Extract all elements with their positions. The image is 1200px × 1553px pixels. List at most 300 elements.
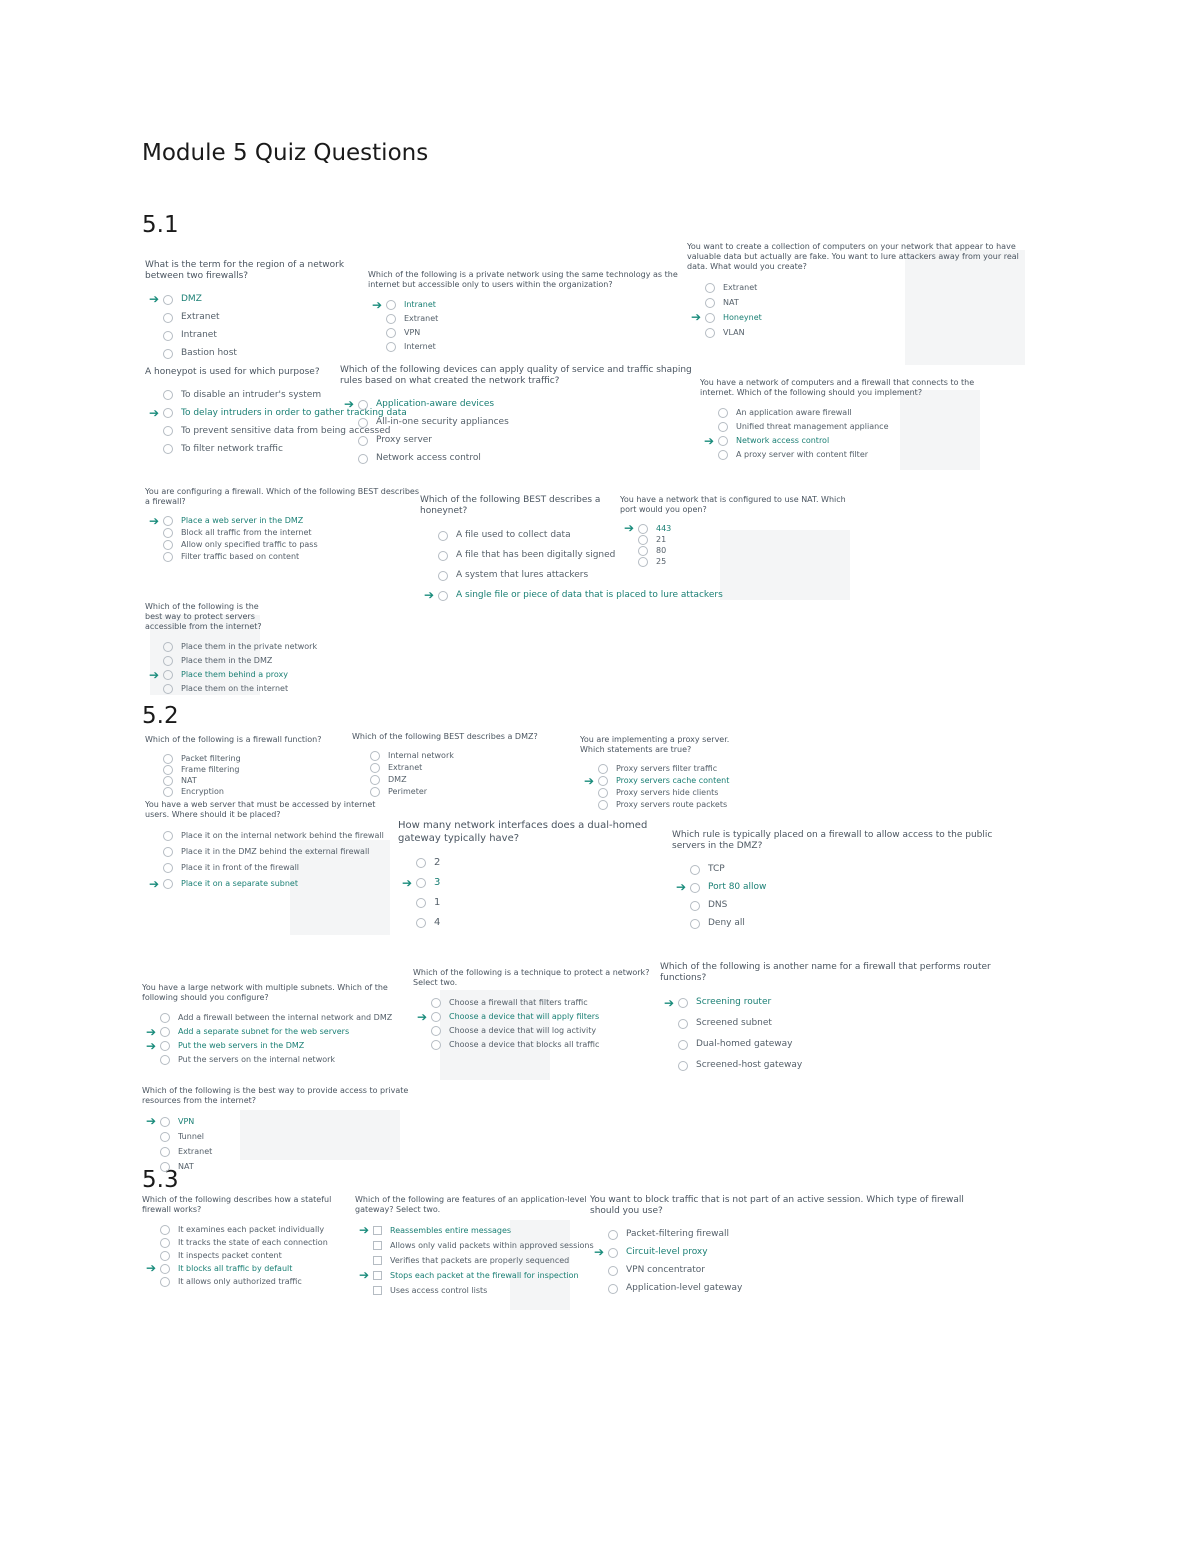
answer-option[interactable] — [145, 440, 335, 458]
answer-option[interactable] — [413, 996, 658, 1010]
answer-option[interactable] — [413, 1010, 658, 1024]
option-label: Tunnel — [178, 1131, 205, 1141]
radio-icon[interactable] — [386, 300, 396, 310]
answer-option[interactable] — [142, 1159, 422, 1174]
radio-icon[interactable] — [386, 314, 396, 324]
answer-option[interactable] — [145, 828, 395, 844]
option-label: Place a web server in the DMZ — [181, 516, 304, 525]
question-text: You are implementing a proxy server. Which statements are true? — [580, 735, 730, 754]
answer-option[interactable] — [687, 325, 1022, 340]
answer-option[interactable] — [142, 1011, 412, 1025]
option-label: Intranet — [404, 300, 436, 309]
answer-option[interactable] — [142, 1275, 352, 1288]
correct-arrow-icon: ➔ — [663, 995, 674, 1010]
radio-icon[interactable] — [163, 787, 173, 797]
radio-icon[interactable] — [370, 751, 380, 761]
radio-icon[interactable] — [163, 552, 173, 562]
option-label: Extranet — [178, 1146, 213, 1156]
answer-option[interactable] — [700, 420, 980, 434]
answer-option[interactable] — [620, 556, 850, 567]
option-label: It inspects packet content — [178, 1250, 282, 1260]
question-text: Which of the following BEST describes a DMZ? — [352, 732, 538, 741]
quiz-question-q15 — [398, 820, 668, 933]
answer-option[interactable] — [420, 586, 723, 606]
option-label: A file that has been digitally signed — [456, 549, 616, 560]
answer-option[interactable] — [340, 432, 700, 450]
answer-option[interactable] — [145, 876, 395, 892]
answer-option[interactable] — [590, 1244, 970, 1262]
answer-option[interactable] — [145, 640, 318, 654]
radio-icon[interactable] — [678, 1040, 688, 1050]
answer-option[interactable] — [413, 1038, 658, 1052]
question-text: Which of the following is another name for a firewall that performs router functions? — [660, 962, 991, 984]
option-label: Place them on the internet — [181, 684, 289, 693]
option-label: Extranet — [723, 282, 758, 292]
quiz-question-q18 — [413, 968, 658, 1052]
radio-icon[interactable] — [705, 298, 715, 308]
option-label: 1 — [434, 896, 441, 908]
answer-option[interactable] — [352, 762, 582, 774]
quiz-question-q1 — [145, 260, 365, 363]
answer-option[interactable] — [145, 667, 289, 682]
option-label: Packet-filtering firewall — [626, 1228, 729, 1239]
question-text: Which of the following is a firewall function? — [145, 735, 322, 744]
option-label: Choose a device that blocks all traffic — [449, 1040, 600, 1049]
radio-icon[interactable] — [358, 436, 368, 446]
radio-icon[interactable] — [160, 1117, 170, 1127]
radio-icon[interactable] — [163, 776, 173, 786]
radio-icon[interactable] — [160, 1147, 170, 1157]
radio-icon[interactable] — [608, 1248, 618, 1258]
correct-arrow-icon: ➔ — [401, 875, 412, 890]
answer-option[interactable] — [145, 527, 425, 539]
option-label: 80 — [656, 545, 667, 555]
option-label: It allows only authorized traffic — [178, 1276, 302, 1286]
correct-arrow-icon: ➔ — [148, 667, 159, 682]
question-text: You want to create a collection of computers on your network that appear to have valuable data but actually are fake. You want to lure attackers away from your real data. What would you create? — [687, 242, 1019, 271]
radio-icon[interactable] — [438, 551, 448, 561]
option-label: Stops each packet at the firewall for inspection — [390, 1270, 579, 1280]
correct-arrow-icon: ➔ — [416, 1009, 427, 1024]
answer-option[interactable] — [355, 1238, 595, 1253]
checkbox-icon[interactable] — [373, 1256, 382, 1265]
correct-arrow-icon: ➔ — [371, 297, 382, 312]
answer-option[interactable] — [145, 386, 335, 404]
radio-icon[interactable] — [358, 418, 368, 428]
answer-option[interactable] — [145, 327, 365, 345]
radio-icon[interactable] — [638, 557, 648, 567]
document-title: Module 5 Quiz Questions — [142, 140, 429, 166]
option-label: An application aware firewall — [736, 408, 852, 417]
radio-icon[interactable] — [358, 454, 368, 464]
radio-icon[interactable] — [163, 847, 173, 857]
radio-icon[interactable] — [160, 1277, 170, 1287]
answer-option[interactable] — [145, 539, 425, 551]
radio-icon[interactable] — [598, 788, 608, 798]
answer-option[interactable] — [142, 1144, 422, 1159]
answer-option[interactable] — [580, 763, 730, 775]
answer-option[interactable] — [620, 545, 850, 556]
answer-option[interactable] — [142, 1236, 352, 1249]
answer-option[interactable] — [145, 682, 289, 696]
option-label: Put the web servers in the DMZ — [178, 1041, 305, 1050]
quiz-question-q12 — [352, 732, 582, 798]
radio-icon[interactable] — [160, 1264, 170, 1274]
radio-icon[interactable] — [438, 531, 448, 541]
quiz-question-q13 — [580, 735, 730, 811]
correct-arrow-icon: ➔ — [148, 876, 159, 891]
option-label: Proxy servers filter traffic — [616, 764, 718, 773]
checkbox-icon[interactable] — [373, 1241, 382, 1250]
answer-option[interactable] — [368, 326, 678, 340]
radio-icon[interactable] — [163, 313, 173, 323]
radio-icon[interactable] — [718, 450, 728, 460]
radio-icon[interactable] — [690, 919, 700, 929]
correct-arrow-icon: ➔ — [343, 397, 354, 411]
answer-option[interactable] — [145, 515, 425, 527]
answer-option[interactable] — [398, 853, 668, 873]
answer-option[interactable] — [580, 799, 730, 811]
answer-option[interactable] — [355, 1268, 595, 1283]
radio-icon[interactable] — [163, 331, 173, 341]
question-text: A honeypot is used for which purpose? — [145, 367, 320, 377]
option-label: It blocks all traffic by default — [178, 1263, 293, 1273]
radio-icon[interactable] — [638, 524, 648, 534]
answer-option[interactable] — [398, 873, 668, 893]
answer-option[interactable] — [687, 295, 1022, 310]
answer-option[interactable] — [145, 422, 391, 440]
answer-option[interactable] — [142, 1249, 352, 1262]
answer-option[interactable] — [340, 450, 700, 468]
answer-option[interactable] — [413, 1024, 658, 1038]
radio-icon[interactable] — [690, 883, 700, 893]
radio-icon[interactable] — [718, 436, 728, 446]
answer-option[interactable] — [700, 406, 980, 420]
radio-icon[interactable] — [370, 775, 380, 785]
answer-option[interactable] — [355, 1253, 595, 1268]
radio-icon[interactable] — [386, 328, 396, 338]
answer-option[interactable] — [355, 1223, 595, 1238]
radio-icon[interactable] — [358, 400, 368, 410]
section-heading-5-1: 5.1 — [142, 212, 179, 238]
answer-option[interactable] — [145, 309, 365, 327]
answer-option[interactable] — [420, 526, 620, 546]
question-text: Which of the following is a technique to protect a network? Select two. — [413, 968, 650, 987]
answer-option[interactable] — [340, 396, 700, 414]
radio-icon[interactable] — [690, 901, 700, 911]
answer-option[interactable] — [620, 534, 850, 545]
option-label: VPN — [404, 328, 421, 337]
answer-option[interactable] — [620, 523, 850, 534]
answer-option[interactable] — [352, 774, 582, 786]
answer-option[interactable] — [145, 860, 395, 876]
radio-icon[interactable] — [370, 787, 380, 797]
radio-icon[interactable] — [416, 858, 426, 868]
correct-arrow-icon: ➔ — [145, 1261, 156, 1275]
answer-option[interactable] — [145, 291, 365, 309]
radio-icon[interactable] — [160, 1238, 170, 1248]
radio-icon[interactable] — [431, 1012, 441, 1022]
option-label: Uses access control lists — [390, 1285, 488, 1295]
option-label: Frame filtering — [181, 764, 240, 774]
radio-icon[interactable] — [160, 1251, 170, 1261]
answer-option[interactable] — [142, 1025, 412, 1039]
option-label: Port 80 allow — [708, 881, 767, 892]
option-label: A proxy server with content filter — [736, 450, 869, 459]
radio-icon[interactable] — [705, 328, 715, 338]
radio-icon[interactable] — [163, 516, 173, 526]
radio-icon[interactable] — [160, 1013, 170, 1023]
answer-option[interactable] — [368, 298, 678, 312]
correct-arrow-icon: ➔ — [145, 1038, 156, 1053]
quiz-question-q9 — [620, 495, 850, 567]
option-label: Application-level gateway — [626, 1282, 743, 1293]
option-label: Intranet — [181, 329, 217, 340]
option-label: Proxy servers cache content — [616, 776, 730, 785]
answer-option[interactable] — [420, 566, 620, 586]
radio-icon[interactable] — [678, 998, 688, 1008]
radio-icon[interactable] — [718, 422, 728, 432]
option-label: A file used to collect data — [456, 529, 571, 540]
option-label: Internal network — [388, 751, 454, 760]
radio-icon[interactable] — [163, 528, 173, 538]
option-label: VPN — [178, 1116, 195, 1126]
answer-option[interactable] — [660, 1014, 1000, 1035]
answer-option[interactable] — [590, 1226, 970, 1244]
answer-option[interactable] — [145, 764, 345, 775]
option-label: Extranet — [388, 763, 423, 772]
correct-arrow-icon: ➔ — [145, 1114, 156, 1128]
option-label: Place it in front of the firewall — [181, 863, 300, 872]
radio-icon[interactable] — [163, 879, 173, 889]
answer-option[interactable] — [145, 753, 345, 764]
answer-option[interactable] — [145, 786, 345, 797]
question-text: Which of the following is the best way to provide access to private resources from the internet? — [142, 1086, 409, 1105]
option-label: A single file or piece of data that is placed to lure attackers — [456, 589, 723, 600]
option-label: Add a firewall between the internal network and DMZ — [178, 1013, 393, 1022]
answer-option[interactable] — [142, 1129, 422, 1144]
answer-option[interactable] — [145, 844, 395, 860]
answer-option[interactable] — [687, 280, 1022, 295]
radio-icon[interactable] — [163, 426, 173, 436]
answer-option[interactable] — [355, 1283, 595, 1298]
radio-icon[interactable] — [160, 1027, 170, 1037]
radio-icon[interactable] — [163, 863, 173, 873]
answer-option[interactable] — [672, 861, 1002, 879]
quiz-question-q22 — [355, 1195, 595, 1298]
option-label: Place it on a separate subnet — [181, 879, 298, 888]
correct-arrow-icon: ➔ — [358, 1223, 369, 1237]
radio-icon[interactable] — [638, 546, 648, 556]
option-label: 4 — [434, 916, 441, 928]
radio-icon[interactable] — [678, 1019, 688, 1029]
radio-icon[interactable] — [431, 998, 441, 1008]
quiz-question-q5 — [340, 365, 700, 468]
option-label: Screened subnet — [696, 1018, 772, 1029]
radio-icon[interactable] — [160, 1041, 170, 1051]
radio-icon[interactable] — [163, 656, 173, 666]
option-label: Application-aware devices — [376, 398, 495, 409]
radio-icon[interactable] — [678, 1061, 688, 1071]
question-text: You have a web server that must be accessed by internet users. Where should it be placed? — [145, 800, 376, 819]
option-label: Place it on the internal network behind the firewall — [181, 831, 384, 840]
radio-icon[interactable] — [438, 591, 448, 601]
option-label: Block all traffic from the internet — [181, 528, 312, 537]
answer-option[interactable] — [352, 786, 582, 798]
radio-icon[interactable] — [163, 444, 173, 454]
radio-icon[interactable] — [598, 764, 608, 774]
radio-icon[interactable] — [386, 342, 396, 352]
option-label: Bastion host — [181, 347, 237, 358]
radio-icon[interactable] — [163, 642, 173, 652]
checkbox-icon[interactable] — [373, 1286, 382, 1295]
answer-option[interactable] — [340, 414, 700, 432]
option-label: A system that lures attackers — [456, 569, 589, 580]
radio-icon[interactable] — [163, 831, 173, 841]
answer-option[interactable] — [145, 404, 407, 422]
option-label: Circuit-level proxy — [626, 1246, 708, 1257]
option-label: Place it in the DMZ behind the external firewall — [181, 847, 370, 856]
answer-option[interactable] — [660, 1056, 1000, 1077]
checkbox-icon[interactable] — [373, 1226, 382, 1235]
option-label: Perimeter — [388, 787, 428, 796]
radio-icon[interactable] — [163, 408, 173, 418]
radio-icon[interactable] — [608, 1230, 618, 1240]
answer-option[interactable] — [368, 312, 678, 326]
radio-icon[interactable] — [416, 918, 426, 928]
answer-option[interactable] — [398, 913, 668, 933]
answer-option[interactable] — [142, 1223, 352, 1236]
option-label: Internet — [404, 342, 436, 351]
answer-option[interactable] — [142, 1039, 412, 1053]
correct-arrow-icon: ➔ — [675, 880, 686, 894]
question-text: Which of the following is a private network using the same technology as the internet but accessible only to users within the organization? — [368, 270, 678, 289]
radio-icon[interactable] — [163, 295, 173, 305]
radio-icon[interactable] — [431, 1026, 441, 1036]
question-text: Which of the following BEST describes a honeynet? — [420, 495, 601, 517]
option-label: 21 — [656, 534, 667, 544]
answer-option[interactable] — [352, 750, 582, 762]
radio-icon[interactable] — [608, 1284, 618, 1294]
correct-arrow-icon: ➔ — [623, 521, 634, 535]
radio-icon[interactable] — [160, 1225, 170, 1235]
option-label: 3 — [434, 876, 441, 888]
answer-option[interactable] — [672, 915, 1002, 933]
radio-icon[interactable] — [598, 800, 608, 810]
radio-icon[interactable] — [163, 684, 173, 694]
radio-icon[interactable] — [160, 1162, 170, 1172]
correct-arrow-icon: ➔ — [583, 773, 594, 788]
quiz-question-q19 — [660, 962, 1000, 1077]
answer-option[interactable] — [580, 787, 730, 799]
answer-option[interactable] — [145, 345, 365, 363]
answer-option[interactable] — [672, 879, 1002, 897]
answer-option[interactable] — [700, 434, 980, 448]
correct-arrow-icon: ➔ — [703, 433, 714, 448]
option-label: Choose a firewall that filters traffic — [449, 998, 588, 1007]
radio-icon[interactable] — [163, 540, 173, 550]
quiz-question-q6 — [700, 378, 980, 462]
option-label: DNS — [708, 899, 728, 910]
option-label: Network access control — [736, 436, 830, 445]
radio-icon[interactable] — [160, 1132, 170, 1142]
answer-option[interactable] — [398, 893, 668, 913]
option-label: Reassembles entire messages — [390, 1225, 512, 1235]
answer-option[interactable] — [672, 897, 1002, 915]
radio-icon[interactable] — [163, 390, 173, 400]
radio-icon[interactable] — [608, 1266, 618, 1276]
radio-icon[interactable] — [370, 763, 380, 773]
answer-option[interactable] — [145, 654, 273, 668]
question-text: What is the term for the region of a network between two firewalls? — [145, 260, 345, 282]
option-label: To prevent sensitive data from being accessed — [181, 425, 391, 436]
answer-option[interactable] — [368, 340, 678, 354]
answer-option[interactable] — [145, 551, 425, 563]
quiz-question-q20 — [142, 1086, 422, 1174]
radio-icon[interactable] — [416, 898, 426, 908]
radio-icon[interactable] — [163, 349, 173, 359]
option-label: 2 — [434, 856, 441, 868]
answer-option[interactable] — [142, 1053, 412, 1067]
radio-icon[interactable] — [598, 776, 608, 786]
option-label: Place them in the private network — [181, 642, 318, 651]
radio-icon[interactable] — [431, 1040, 441, 1050]
correct-arrow-icon: ➔ — [145, 1024, 156, 1039]
answer-option[interactable] — [420, 546, 620, 566]
answer-option[interactable] — [590, 1262, 970, 1280]
option-label: To disable an intruder's system — [181, 389, 322, 400]
radio-icon[interactable] — [416, 878, 426, 888]
question-text: You have a network that is configured to use NAT. Which port would you open? — [620, 495, 846, 514]
option-label: DMZ — [388, 775, 407, 784]
answer-option[interactable] — [660, 993, 1000, 1014]
quiz-question-q16 — [672, 830, 1002, 933]
answer-option[interactable] — [142, 1114, 422, 1129]
radio-icon[interactable] — [718, 408, 728, 418]
option-label: TCP — [708, 863, 725, 874]
answer-option[interactable] — [145, 775, 345, 786]
question-text: How many network interfaces does a dual-homed gateway typically have? — [398, 820, 648, 844]
radio-icon[interactable] — [705, 313, 715, 323]
question-text: Which of the following are features of an application-level gateway? Select two. — [355, 1195, 587, 1214]
option-label: Allow only specified traffic to pass — [181, 540, 318, 549]
quiz-question-q21 — [142, 1195, 352, 1288]
answer-option[interactable] — [580, 775, 730, 787]
radio-icon[interactable] — [163, 754, 173, 764]
quiz-question-q3 — [687, 242, 1022, 340]
radio-icon[interactable] — [690, 865, 700, 875]
answer-option[interactable] — [700, 448, 980, 462]
option-label: Extranet — [404, 314, 439, 323]
quiz-question-q7 — [145, 487, 425, 563]
answer-option[interactable] — [660, 1035, 1000, 1056]
answer-option[interactable] — [142, 1262, 352, 1275]
option-label: Dual-homed gateway — [696, 1039, 793, 1050]
radio-icon[interactable] — [160, 1055, 170, 1065]
option-label: Filter traffic based on content — [181, 552, 300, 561]
answer-option[interactable] — [687, 310, 1022, 325]
option-label: Choose a device that will apply filters — [449, 1012, 600, 1021]
option-label: Unified threat management appliance — [736, 422, 889, 431]
radio-icon[interactable] — [705, 283, 715, 293]
radio-icon[interactable] — [638, 535, 648, 545]
option-label: Choose a device that will log activity — [449, 1026, 597, 1035]
answer-option[interactable] — [590, 1280, 970, 1298]
radio-icon[interactable] — [163, 670, 173, 680]
radio-icon[interactable] — [163, 765, 173, 775]
checkbox-icon[interactable] — [373, 1271, 382, 1280]
radio-icon[interactable] — [438, 571, 448, 581]
